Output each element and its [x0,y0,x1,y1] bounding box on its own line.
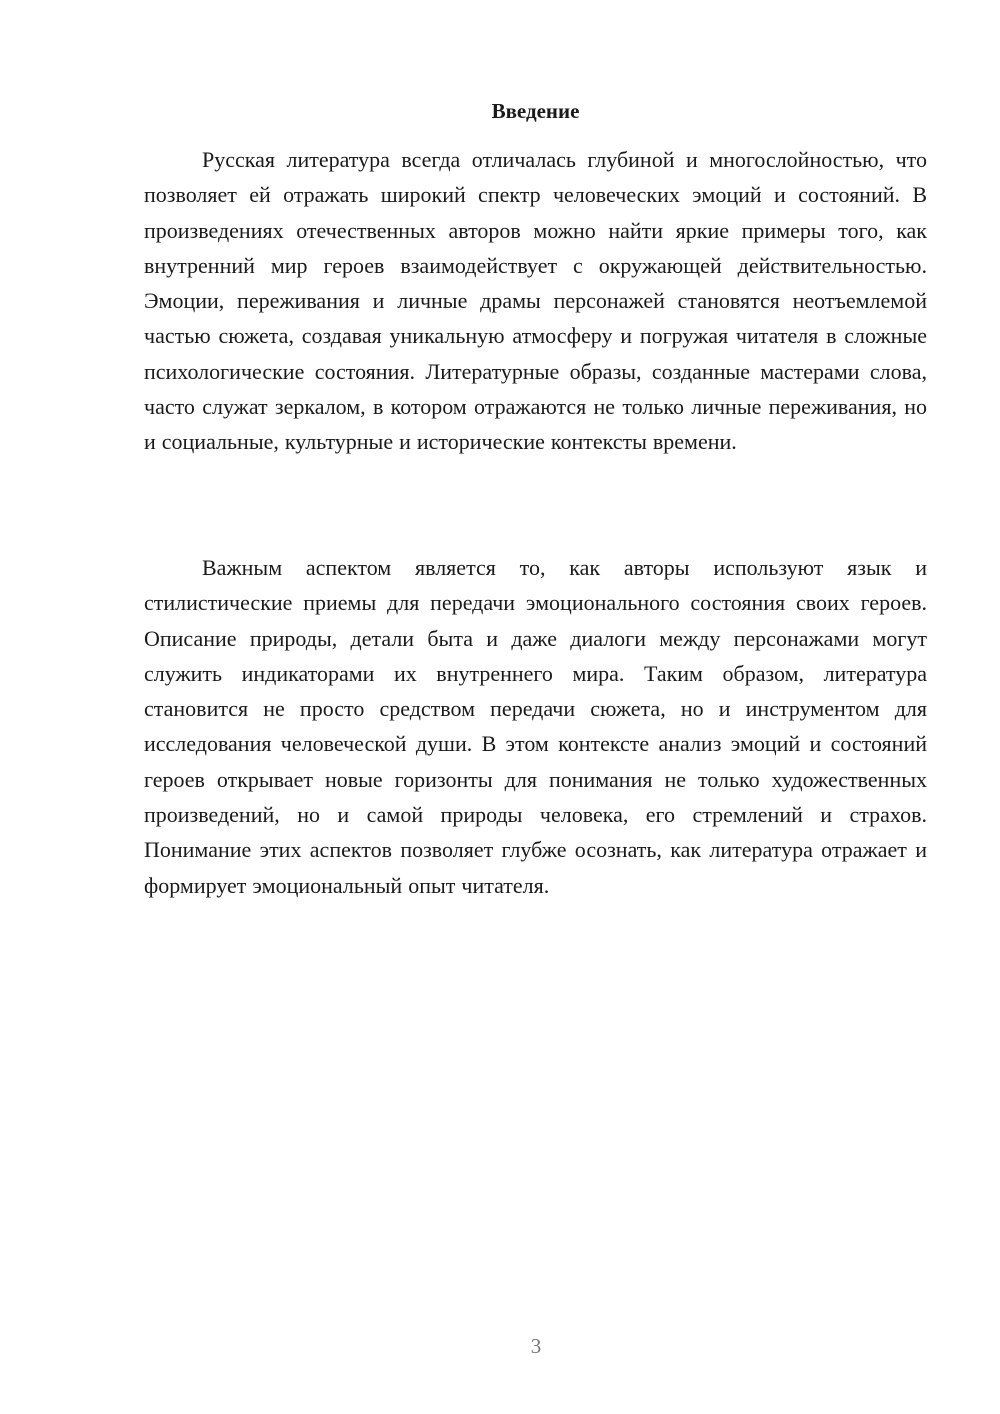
body-paragraph-2: Важным аспектом является то, как авторы используют язык и стилистические приемы для передачи эмоционального состояния своих героев. Описание природы, детали быта и даже диалоги между персонажами могут служить индикаторами их внутреннего мира. Таким образом, литература становится не просто средством передачи сюжета, но и инструментом для исследования человеческой души. В этом контексте анализ эмоций и состояний героев открывает новые горизонты для понимания не только художественных произведений, но и самой природы человека, его стремлений и страхов. Понимание этих аспектов позволяет глубже осознать, как литература отражает и формирует эмоциональный опыт читателя. [144,555,927,898]
section-heading: Введение [491,99,580,123]
page-number: 3 [530,1334,542,1358]
body-paragraph-1: Русская литература всегда отличалась глубиной и многослойностью, что позволяет ей отражать широкий спектр человеческих эмоций и состояний. В произведениях отечественных авторов можно найти яркие примеры того, как внутренний мир героев взаимодействует с окружающей действительностью. Эмоции, переживания и личные драмы персонажей становятся неотъемлемой частью сюжета, создавая уникальную атмосферу и погружая читателя в сложные психологические состояния. Литературные образы, созданные мастерами слова, часто служат зеркалом, в котором отражаются не только личные переживания, но и социальные, культурные и исторические контексты времени. [144,147,927,455]
